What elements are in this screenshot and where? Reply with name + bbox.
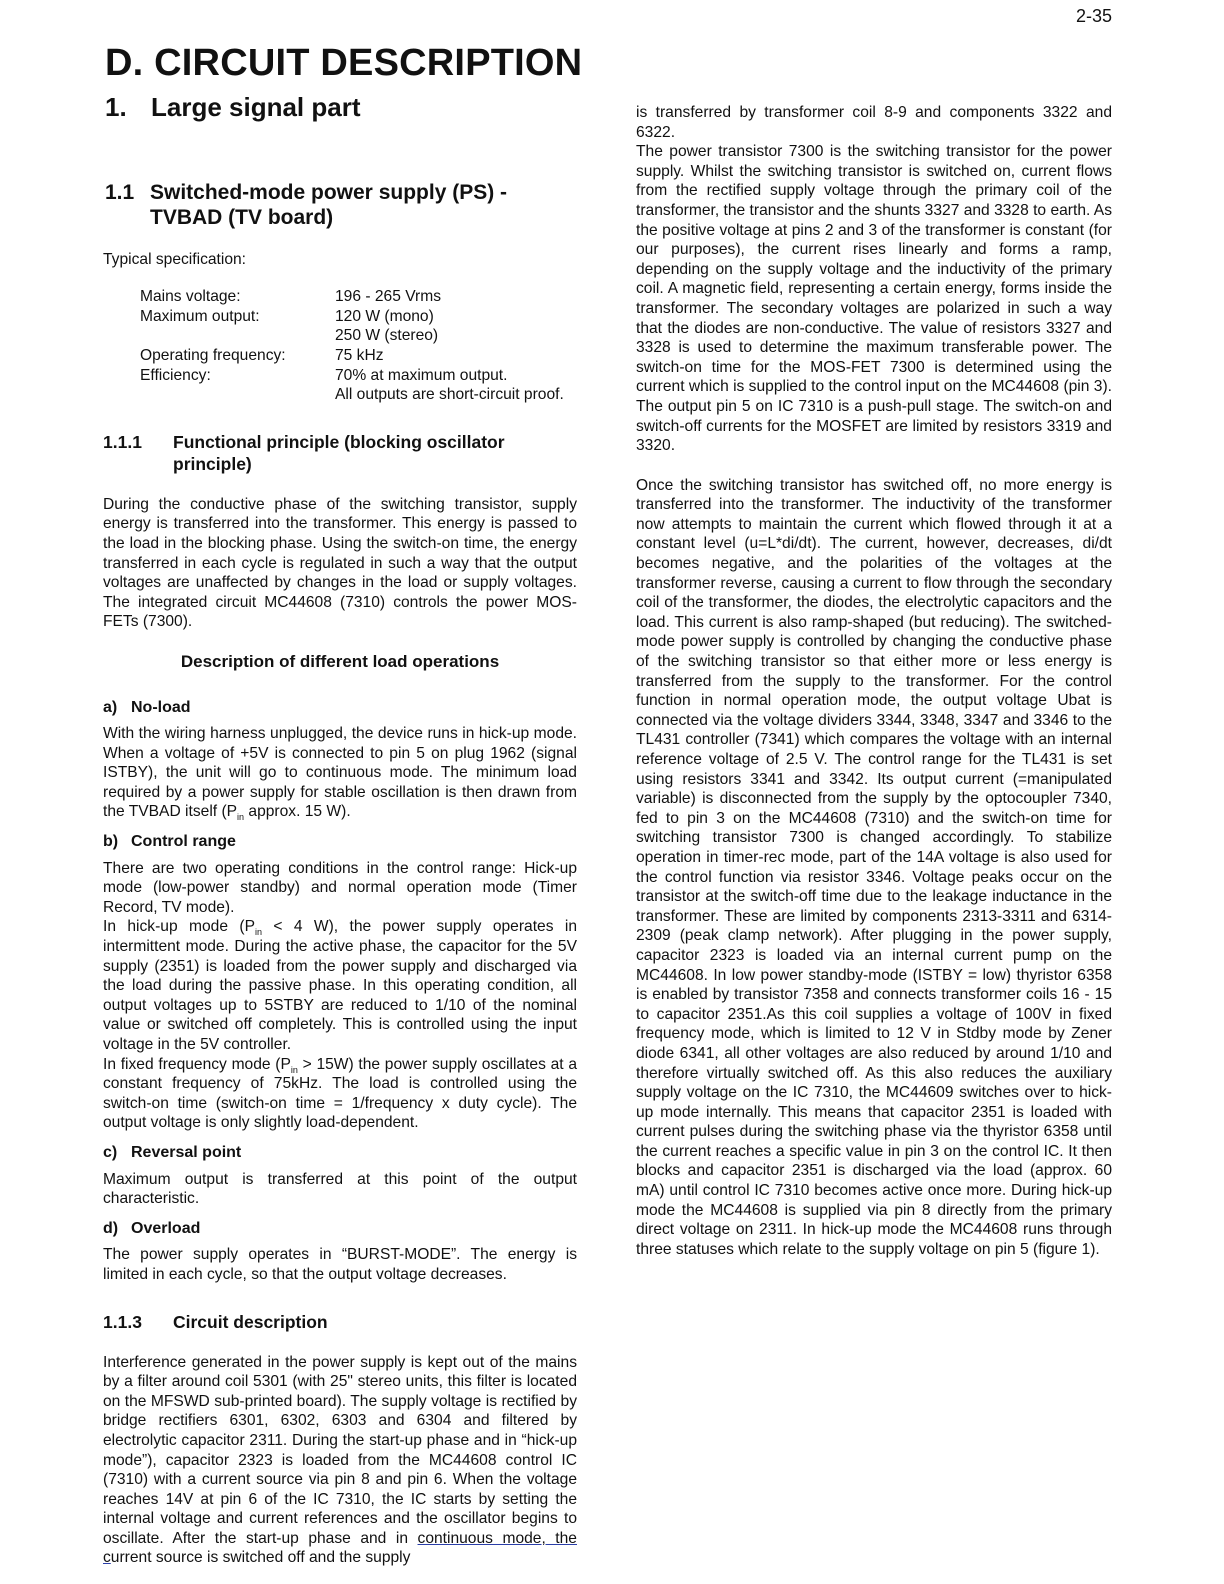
subheading-overload bbox=[103, 1219, 577, 1239]
item-title: Control range bbox=[131, 833, 236, 851]
spec-value: 250 W (stereo) bbox=[335, 327, 439, 345]
section-title: Functional principle (blocking oscillator principle) bbox=[173, 431, 505, 474]
section-title: Switched-mode power supply (PS) - TVBAD (TV board) bbox=[150, 180, 508, 229]
spec-key: Efficiency: bbox=[140, 366, 211, 384]
control-range-text-1: There are two operating conditions in the control range: Hick-up mode (low-power standby) and normal operation mode (Timer Record, TV mode). bbox=[103, 859, 577, 916]
switch-off-text: Once the switching transistor has switched off, no more energy is transferred into the transformer. The inductivity of the transformer now attempts to maintain the current which flowed through it at a constant level (u=L*di/dt). The current, however, decreases, di/dt becomes negative, and the polarities of the voltages at the transformer reverse, causing a current to flow through the secondary coil of the transformer, the diodes, the electrolytic capacitors and the load. This current is also ramp-shaped (but reducing). The switched-mode power supply is controlled by changing the conductive phase of the switching transistor so that either more or less energy is transferred from the supply to the transformer. For the control function in normal operation mode, the output voltage Ubat is connected via the voltage dividers 3344, 3348, 3347 and 3346 to the TL431 controller (7341) which compares the voltage with an internal reference voltage of 2.5 V. The control range for the TL431 is set using resistors 3341 and 3342. Its output current (=manipulated variable) is disconnected from the supply by the optocoupler 7340, fed to pin 3 on the MC44608 (7310) and the switch-on time for switching transistor 7300 is changed accordingly. To stabilize operation in timer-rec mode, part of the 14A voltage is also used for the control function via resistor 3346. Voltage peaks occur on the transistor at the switch-off time due to the leakage inductance in the transformer. These are limited by components 2313-3311 and 6314-2309 (peak clamp network). After plugging in the power supply, capacitor 2323 is loaded via an internal current pump on the MC44608. In low power standby-mode (ISTBY = low) thyristor 6358 is enabled by transistor 7358 and connects transformer coils 16 - 15 to capacitor 2351.As this coil supplies a voltage of 100V in fixed frequency mode, which is limited to 12 V in Stdby mode by Zener diode 6341, all other voltages are also reduced by around 1/10 and therefore virtually switched off. As this also reduces the auxiliary supply voltage on the IC 7310, the MC44609 switches over to hick-up mode internally. This means that capacitor 2351 is loaded with current pulses during the switching phase via the thyristor 6358 until the current reaches a specific value in pin 3 on the control IC. It then blocks and capacitor 2351 is discharged via the load (approx. 60 mA) until control IC 7310 becomes active once more. During hick-up mode the MC44608 is supplied via pin 8 directly from the primary direct voltage on 2311. In hick-up mode the MC44608 runs through three statuses which relate to the supply voltage on pin 5 (figure 1). bbox=[636, 476, 1112, 1258]
spec-value: 75 kHz bbox=[335, 346, 384, 364]
spec-intro: Typical specification: bbox=[103, 250, 247, 268]
section-heading-1 bbox=[105, 92, 577, 122]
spec-row bbox=[140, 346, 564, 366]
item-letter: b) bbox=[103, 833, 119, 851]
section-title: Circuit description bbox=[173, 1311, 328, 1332]
spec-row bbox=[140, 385, 564, 405]
no-load-text: With the wiring harness unplugged, the device runs in hick-up mode. When a voltage of +5V is connected to pin 5 on plug 1962 (signal ISTBY), the unit will go to continuous mode. The minimum load required by a power supply for stable oscillation is then drawn from the TVBAD itself ($P_{in}$ approx. 15 W). bbox=[103, 725, 577, 823]
section-heading-1-1 bbox=[105, 180, 577, 230]
item-letter: c) bbox=[103, 1143, 118, 1161]
spec-key bbox=[140, 326, 335, 346]
spec-row bbox=[140, 307, 564, 327]
circuit-description-text: Interference generated in the power supply is kept out of the mains by a filter around coil 5301 (with 25" stereo units, this filter is located on the MFSWD sub-printed board). The supply voltage is rectified by bridge rectifiers 6301, 6302, 6303 and 6304 and filtered by electrolytic capacitor 2311. During the start-up phase and in “hick-up mode”), capacitor 2323 is loaded from the MC44608 control IC (7310) with a current source via pin 8 and pin 6. When the voltage reaches 14V at pin 6 of the IC 7310, the IC starts by setting the internal voltage and current references and the oscillator begins to oscillate. After the start-up phase and in continuous mode, the current source is switched off and the supply bbox=[103, 1353, 577, 1567]
right-column bbox=[636, 103, 1112, 1259]
circuit-text-continued: is transferred by transformer coil 8-9 and components 3322 and 6322. bbox=[636, 104, 1112, 141]
spec-row bbox=[140, 366, 564, 386]
section-number: 1.1.3 bbox=[103, 1311, 142, 1332]
control-range-text-3: In fixed frequency mode $(P_{in} > 15W)$ the power supply oscillates at a constant frequency of 75kHz. The load is controlled using the switch-on time (switch-on time = 1/frequency x duty cycle). The output voltage is only slightly load-dependent. bbox=[103, 1055, 578, 1132]
control-range-text-2: In hick-up mode ($P_{in} < 4$ W), the power supply operates in intermittent mode. During the active phase, the capacitor for the 5V supply (2351) is loaded from the power supply and discharged via the load during the passive phase. In this operating condition, all output voltages up to 5STBY are reduced to 1/10 of the nominal value or switched off completely. This is controlled using the input voltage in the 5V controller. bbox=[103, 918, 578, 1053]
subheading-no-load bbox=[103, 698, 577, 718]
spec-value: All outputs are short-circuit proof. bbox=[335, 386, 564, 404]
section-heading-1-1-3 bbox=[103, 1311, 577, 1333]
spec-key bbox=[140, 385, 335, 405]
spec-row bbox=[140, 326, 564, 346]
section-title: Large signal part bbox=[151, 92, 361, 122]
functional-principle-text: During the conductive phase of the switching transistor, supply energy is transferred into the transformer. This energy is passed to the load in the blocking phase. Using the switch-on time, the energy transferred in each cycle is regulated in such a way that the output voltages are unaffected by changes in the load or supply voltages. The integrated circuit MC44608 (7310) controls the power MOS-FETs (7300). bbox=[103, 495, 577, 631]
document-title: D. CIRCUIT DESCRIPTION bbox=[105, 42, 583, 84]
section-number: 1.1.1 bbox=[103, 431, 142, 452]
section-heading-1-1-1 bbox=[103, 431, 577, 475]
spec-value: 70% at maximum output. bbox=[335, 366, 508, 384]
page-number: 2-35 bbox=[1075, 6, 1112, 26]
reversal-point-text: Maximum output is transferred at this point of the output characteristic. bbox=[103, 1170, 577, 1208]
spec-value: 196 - 265 Vrms bbox=[335, 288, 442, 306]
left-column bbox=[103, 92, 578, 1568]
subheading-control-range bbox=[103, 832, 577, 852]
spec-table bbox=[140, 287, 564, 405]
spec-key: Maximum output: bbox=[140, 307, 260, 325]
item-letter: a) bbox=[103, 698, 118, 716]
item-title: No-load bbox=[131, 698, 191, 716]
power-transistor-text: The power transistor 7300 is the switching transistor for the power supply. Whilst the switching transistor is switched on, current flows from the rectified supply voltage through the primary coil of the transformer, the transistor and the shunts 3327 and 3328 to earth. As the positive voltage at pins 2 and 3 of the transformer is constant (for our purposes), the current rises linearly and forms a ramp, depending on the supply voltage and the inductivity of the primary coil. A magnetic field, representing a certain energy, forms inside the transformer. The secondary voltages are polarized in such a way that the diodes are non-conductive. The value of resistors 3327 and 3328 is used to determine the maximum transferable power. The switch-on time for the MOS-FET 7300 is determined using the current which is supplied to the control input on the MC44608 (pin 3). The output pin 5 on IC 7310 is a push-pull stage. The switch-on and switch-off currents for the MOSFET are limited by resistors 3319 and 3320. bbox=[636, 143, 1112, 455]
load-operations-heading: Description of different load operations bbox=[180, 651, 500, 671]
spec-value: 120 W (mono) bbox=[335, 307, 434, 325]
overload-text: The power supply operates in “BURST-MODE”. The energy is limited in each cycle, so that the output voltage decreases. bbox=[103, 1246, 577, 1283]
section-number: 1.1 bbox=[105, 180, 135, 204]
item-title: Overload bbox=[131, 1219, 201, 1237]
item-title: Reversal point bbox=[131, 1143, 242, 1161]
item-letter: d) bbox=[103, 1219, 119, 1237]
subheading-reversal-point bbox=[103, 1143, 577, 1163]
spec-key: Operating frequency: bbox=[140, 346, 286, 364]
spec-key: Mains voltage: bbox=[140, 288, 241, 306]
spec-row bbox=[140, 287, 564, 307]
section-number: 1. bbox=[105, 92, 127, 122]
